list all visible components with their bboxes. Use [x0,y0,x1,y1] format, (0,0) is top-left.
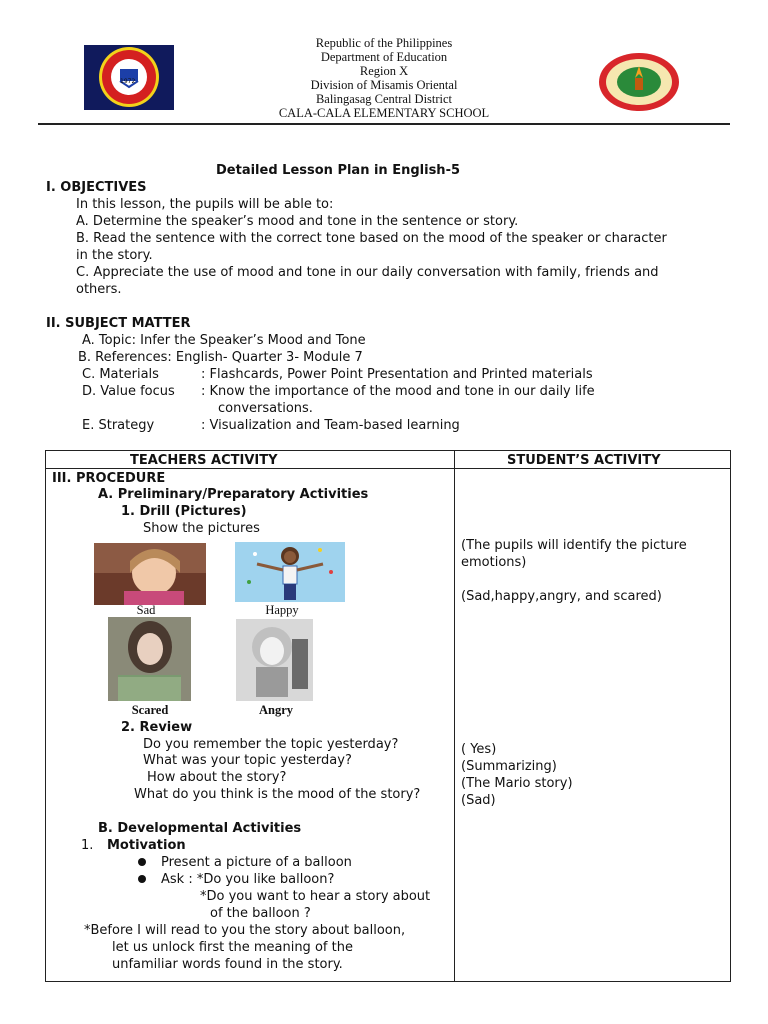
student-review-2: (Summarizing) [461,759,557,774]
sad-caption: Sad [136,603,156,617]
col-header-student: STUDENT’S ACTIVITY [507,453,661,468]
subject-value-label: D. Value focus [82,384,175,399]
student-review-4: (Sad) [461,793,496,808]
student-review-3: (The Mario story) [461,776,573,791]
page-title: Detailed Lesson Plan in English-5 [216,163,461,178]
scared-caption: Scared [131,703,169,717]
before-line-2: let us unlock first the meaning of the [112,940,353,955]
dev-heading: B. Developmental Activities [98,821,302,836]
motivation-number: 1. [81,838,94,853]
subject-heading: II. SUBJECT MATTER [46,316,191,331]
student-review-1: ( Yes) [461,742,497,757]
motivation-item-3-line1: *Do you want to hear a story about [200,889,431,904]
objective-c-line2: others. [76,282,122,297]
header-divider [38,123,730,125]
header-line-school: CALA-CALA ELEMENTARY SCHOOL [278,106,490,120]
before-line-1: *Before I will read to you the story about balloon, [84,923,406,938]
motivation-item-2: Ask : *Do you like balloon? [161,872,335,887]
review-question-1: Do you remember the topic yesterday? [143,737,399,752]
subject-topic: A. Topic: Infer the Speaker’s Mood and Tone [82,333,366,348]
objectives-heading: I. OBJECTIVES [46,180,147,195]
motivation-item-3-line2: of the balloon ? [210,906,311,921]
objective-a: A. Determine the speaker’s mood and tone in the sentence or story. [76,214,519,229]
review-question-4: What do you think is the mood of the story? [134,787,421,802]
angry-caption: Angry [258,703,294,717]
objectives-intro: In this lesson, the pupils will be able to: [76,197,334,212]
subject-strategy-label: E. Strategy [82,418,155,433]
student-response-3: (Sad,happy,angry, and scared) [461,589,662,604]
before-line-3: unfamiliar words found in the story. [112,957,343,972]
happy-caption: Happy [265,603,299,617]
scared-girl-photo [108,617,191,701]
student-response-2: emotions) [461,555,527,570]
subject-value-line1: : Know the importance of the mood and tone in our daily life [201,384,595,399]
objective-b-line2: in the story. [76,248,153,263]
subject-materials-value: : Flashcards, Power Point Presentation and Printed materials [201,367,593,382]
happy-girl-photo [235,542,345,602]
review-question-2: What was your topic yesterday? [143,753,352,768]
angry-girl-photo [236,619,313,701]
header-line-division: Division of Misamis Oriental [310,78,458,92]
subject-strategy-value: : Visualization and Team-based learning [201,418,460,433]
table-column-divider [454,450,455,981]
student-response-1: (The pupils will identify the picture [461,538,687,553]
procedure-heading: III. PROCEDURE [52,471,166,486]
motivation-item-1: Present a picture of a balloon [161,855,352,870]
subject-materials-label: C. Materials [82,367,159,382]
header-line-deped: Department of Education [320,50,448,64]
drill-instruction: Show the pictures [143,521,260,536]
header-line-republic: Republic of the Philippines [315,36,453,50]
subject-references: B. References: English- Quarter 3- Module 7 [78,350,363,365]
table-header-divider [45,468,730,469]
bullet-icon [138,875,146,883]
school-seal-year: 1972 [120,78,136,85]
drill-heading: 1. Drill (Pictures) [121,504,247,519]
bullet-icon [138,858,146,866]
motivation-heading: Motivation [107,838,186,853]
review-question-3: How about the story? [147,770,287,785]
objective-c-line1: C. Appreciate the use of mood and tone in our daily conversation with family, friends and [76,265,659,280]
prelim-heading: A. Preliminary/Preparatory Activities [98,487,369,502]
objective-b-line1: B. Read the sentence with the correct tone based on the mood of the speaker or character [76,231,667,246]
col-header-teacher: TEACHERS ACTIVITY [130,453,278,468]
review-heading: 2. Review [121,720,193,735]
sad-girl-photo [94,543,206,605]
header-line-region: Region X [359,64,409,78]
subject-value-line2: conversations. [218,401,313,416]
header-line-district: Balingasag Central District [315,92,453,106]
